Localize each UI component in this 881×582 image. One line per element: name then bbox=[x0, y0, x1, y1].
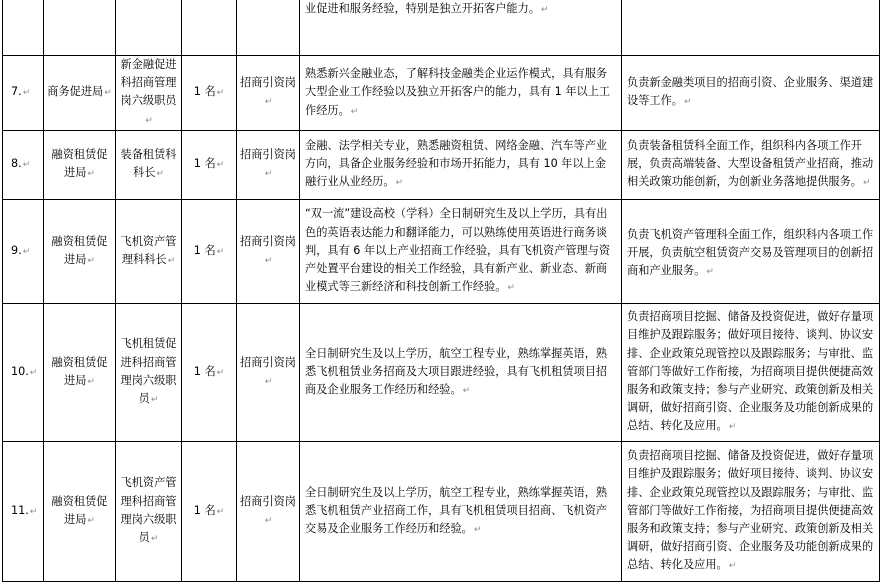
department-text: 融资租赁促进局 bbox=[51, 148, 108, 180]
table-row bbox=[3, 199, 880, 303]
cell-duty bbox=[622, 441, 880, 581]
table-row bbox=[3, 56, 880, 131]
cell-duty bbox=[622, 303, 880, 441]
cell-position bbox=[116, 303, 182, 441]
duty-text: 负责装备租赁科全面工作，组织科内各项工作开展，负责高端装备、大型设备租赁产业招商，推动相关政策功能创新，为创新业务落地提供服务。 bbox=[627, 139, 874, 189]
type-text: 招商引资岗 bbox=[240, 148, 296, 162]
paragraph-mark-icon: ↵ bbox=[216, 506, 225, 517]
paragraph-mark-icon: ↵ bbox=[87, 515, 95, 526]
paragraph-mark-icon: ↵ bbox=[87, 376, 95, 387]
paragraph-mark-icon: ↵ bbox=[150, 534, 159, 545]
paragraph-mark-icon: ↵ bbox=[216, 160, 225, 171]
cell-count bbox=[182, 441, 237, 581]
position-text: 飞机租赁促进科招商管理岗六级职员 bbox=[120, 337, 177, 406]
cell-duty bbox=[622, 130, 880, 199]
requirement-text: 熟悉新兴金融业态，了解科技金融类企业运作模式，具有服务大型企业工作经验以及独立开拓客户的能力，具有 1 年以上工作经历。 bbox=[305, 67, 611, 117]
position-text: 飞机资产管理科科长 bbox=[120, 234, 177, 266]
row-number: 10. bbox=[11, 364, 29, 378]
cell-position bbox=[116, 130, 182, 199]
cell-count bbox=[182, 0, 237, 56]
type-text: 招商引资岗 bbox=[240, 355, 296, 369]
paragraph-mark-icon: ↵ bbox=[728, 422, 737, 433]
duty-text: 负责招商项目挖掘、储备及投资促进，做好存量项目维护及跟踪服务；做好项目接待、谈判、协议安排、企业政策兑现管控以及跟踪服务；与审批、监管部门等做好工作衔接，为招商项目提供便捷高效服务和政策支持；参与产业研究、政策创新及相关调研，做好招商引资、企业服务及功能创新成果的总结、转化及应用。 bbox=[627, 310, 874, 433]
type-text: 招商引资岗 bbox=[240, 234, 296, 248]
paragraph-mark-icon: ↵ bbox=[395, 178, 404, 189]
cell-department bbox=[44, 441, 116, 581]
cell-position bbox=[116, 56, 182, 131]
position-text: 新金融促进科招商管理岗六级职员 bbox=[120, 58, 177, 108]
cell-position bbox=[116, 0, 182, 56]
recruitment-table bbox=[2, 0, 880, 582]
duty-text: 负责招商项目挖掘、储备及投资促进，做好存量项目维护及跟踪服务；做好项目接待、谈判、协议安排、企业政策兑现管控以及跟踪服务；与审批、监管部门等做好工作衔接，为招商项目提供便捷高效服务和政策支持；参与产业研究、政策创新及相关调研，做好招商引资、企业服务及功能创新成果的总结、转化及应用。 bbox=[627, 449, 874, 572]
cell-requirement bbox=[300, 441, 622, 581]
cell-department bbox=[44, 130, 116, 199]
cell-requirement bbox=[300, 303, 622, 441]
paragraph-mark-icon: ↵ bbox=[706, 267, 714, 278]
cell-position bbox=[116, 199, 182, 303]
requirement-text: 全日制研究生及以上学历，航空工程专业，熟练掌握英语，熟悉飞机租赁业务招商及大项目跟进经验，具有飞机租赁项目招商及企业服务工作经历和经验。 bbox=[305, 346, 608, 396]
count-text: 1 名 bbox=[193, 364, 216, 378]
row-number: 11. bbox=[11, 503, 29, 517]
cell-type bbox=[237, 0, 300, 56]
paragraph-mark-icon: ↵ bbox=[156, 169, 164, 180]
paragraph-mark-icon: ↵ bbox=[216, 88, 225, 99]
count-text: 1 名 bbox=[193, 85, 216, 99]
department-text: 商务促进局 bbox=[47, 85, 104, 99]
paragraph-mark-icon: ↵ bbox=[350, 106, 359, 117]
cell-no bbox=[3, 199, 44, 303]
cell-requirement bbox=[300, 56, 622, 131]
paragraph-mark-icon: ↵ bbox=[264, 255, 273, 266]
requirement-text: 全日制研究生及以上学历，航空工程专业，熟练掌握英语，熟悉飞机租赁产业招商工作，具有飞机租赁项目招商、飞机资产交易及企业服务工作经历和经验。 bbox=[305, 485, 608, 535]
cell-type bbox=[237, 441, 300, 581]
paragraph-mark-icon: ↵ bbox=[22, 88, 31, 99]
department-text: 融资租赁促进局 bbox=[51, 234, 108, 266]
requirement-text: 业促进和服务经验，特别是独立开拓客户能力。 bbox=[305, 2, 540, 15]
cell-requirement bbox=[300, 199, 622, 303]
paragraph-mark-icon: ↵ bbox=[683, 97, 692, 108]
cell-duty bbox=[622, 56, 880, 131]
count-text: 1 名 bbox=[193, 243, 216, 257]
cell-requirement bbox=[300, 130, 622, 199]
cell-duty bbox=[622, 0, 880, 56]
table-row bbox=[3, 130, 880, 199]
duty-text: 负责新金融类项目的招商引资、企业服务、渠道建设等工作。 bbox=[627, 76, 874, 108]
cell-department bbox=[44, 56, 116, 131]
row-number: 9. bbox=[11, 243, 22, 257]
row-number: 8. bbox=[11, 157, 22, 171]
paragraph-mark-icon: ↵ bbox=[167, 255, 176, 266]
cell-no bbox=[3, 56, 44, 131]
paragraph-mark-icon: ↵ bbox=[87, 255, 95, 266]
paragraph-mark-icon: ↵ bbox=[216, 367, 225, 378]
paragraph-mark-icon: ↵ bbox=[216, 246, 225, 257]
type-text: 招商引资岗 bbox=[240, 76, 296, 90]
type-text: 招商引资岗 bbox=[240, 494, 296, 508]
cell-count bbox=[182, 199, 237, 303]
paragraph-mark-icon: ↵ bbox=[728, 561, 737, 572]
cell-type bbox=[237, 130, 300, 199]
cell-position bbox=[116, 441, 182, 581]
paragraph-mark-icon: ↵ bbox=[22, 160, 31, 171]
paragraph-mark-icon: ↵ bbox=[150, 395, 159, 406]
paragraph-mark-icon: ↵ bbox=[264, 515, 273, 526]
department-text: 融资租赁促进局 bbox=[51, 355, 108, 387]
cell-type bbox=[237, 303, 300, 441]
cell-no bbox=[3, 441, 44, 581]
paragraph-mark-icon: ↵ bbox=[22, 246, 31, 257]
cell-no bbox=[3, 130, 44, 199]
cell-count bbox=[182, 130, 237, 199]
paragraph-mark-icon: ↵ bbox=[507, 283, 515, 294]
cell-department bbox=[44, 303, 116, 441]
cell-no bbox=[3, 0, 44, 56]
cell-count bbox=[182, 303, 237, 441]
table-row bbox=[3, 303, 880, 441]
paragraph-mark-icon: ↵ bbox=[104, 88, 112, 99]
cell-department bbox=[44, 0, 116, 56]
paragraph-mark-icon: ↵ bbox=[87, 169, 95, 180]
requirement-text: 金融、法学相关专业，熟悉融资租赁、网络金融、汽车等产业方向，具备企业服务经验和市场开拓能力，具有 10 年以上金融行业从业经历。 bbox=[305, 139, 608, 189]
paragraph-mark-icon: ↵ bbox=[264, 97, 273, 108]
cell-requirement bbox=[300, 0, 622, 56]
duty-text: 负责飞机资产管理科全面工作，组织科内各项工作开展，负责航空租赁资产交易及管理项目的创新招商和产业服务。 bbox=[627, 227, 874, 278]
cell-type bbox=[237, 199, 300, 303]
paragraph-mark-icon: ↵ bbox=[462, 385, 471, 396]
paragraph-mark-icon: ↵ bbox=[264, 376, 273, 387]
paragraph-mark-icon: ↵ bbox=[145, 115, 153, 126]
count-text: 1 名 bbox=[193, 503, 216, 517]
paragraph-mark-icon: ↵ bbox=[473, 524, 482, 535]
department-text: 融资租赁促进局 bbox=[51, 494, 108, 526]
requirement-text: “双一流”建设高校（学科）全日制研究生及以上学历，具有出色的英语表达能力和翻译能力，可以熟练使用英语进行商务谈判，具有 6 年以上产业招商工作经验，具有飞机资产管理与资产处置平台建设的相关工作经验，具有新产业、新业态、新商业模式等三新经济和科技创新工作经验。 bbox=[305, 207, 611, 294]
paragraph-mark-icon: ↵ bbox=[264, 169, 273, 180]
paragraph-mark-icon: ↵ bbox=[862, 178, 871, 189]
cell-no bbox=[3, 303, 44, 441]
table-row bbox=[3, 441, 880, 581]
count-text: 1 名 bbox=[193, 157, 216, 171]
row-number: 7. bbox=[11, 85, 22, 99]
cell-department bbox=[44, 199, 116, 303]
cell-duty bbox=[622, 199, 880, 303]
cell-count bbox=[182, 56, 237, 131]
position-text: 飞机资产管理科招商管理岗六级职员 bbox=[120, 476, 177, 545]
paragraph-mark-icon: ↵ bbox=[29, 506, 38, 517]
paragraph-mark-icon: ↵ bbox=[540, 5, 549, 15]
paragraph-mark-icon: ↵ bbox=[29, 367, 38, 378]
position-text: 装备租赁科科长 bbox=[120, 148, 177, 180]
table-row-continued bbox=[3, 0, 880, 56]
cell-type bbox=[237, 56, 300, 131]
